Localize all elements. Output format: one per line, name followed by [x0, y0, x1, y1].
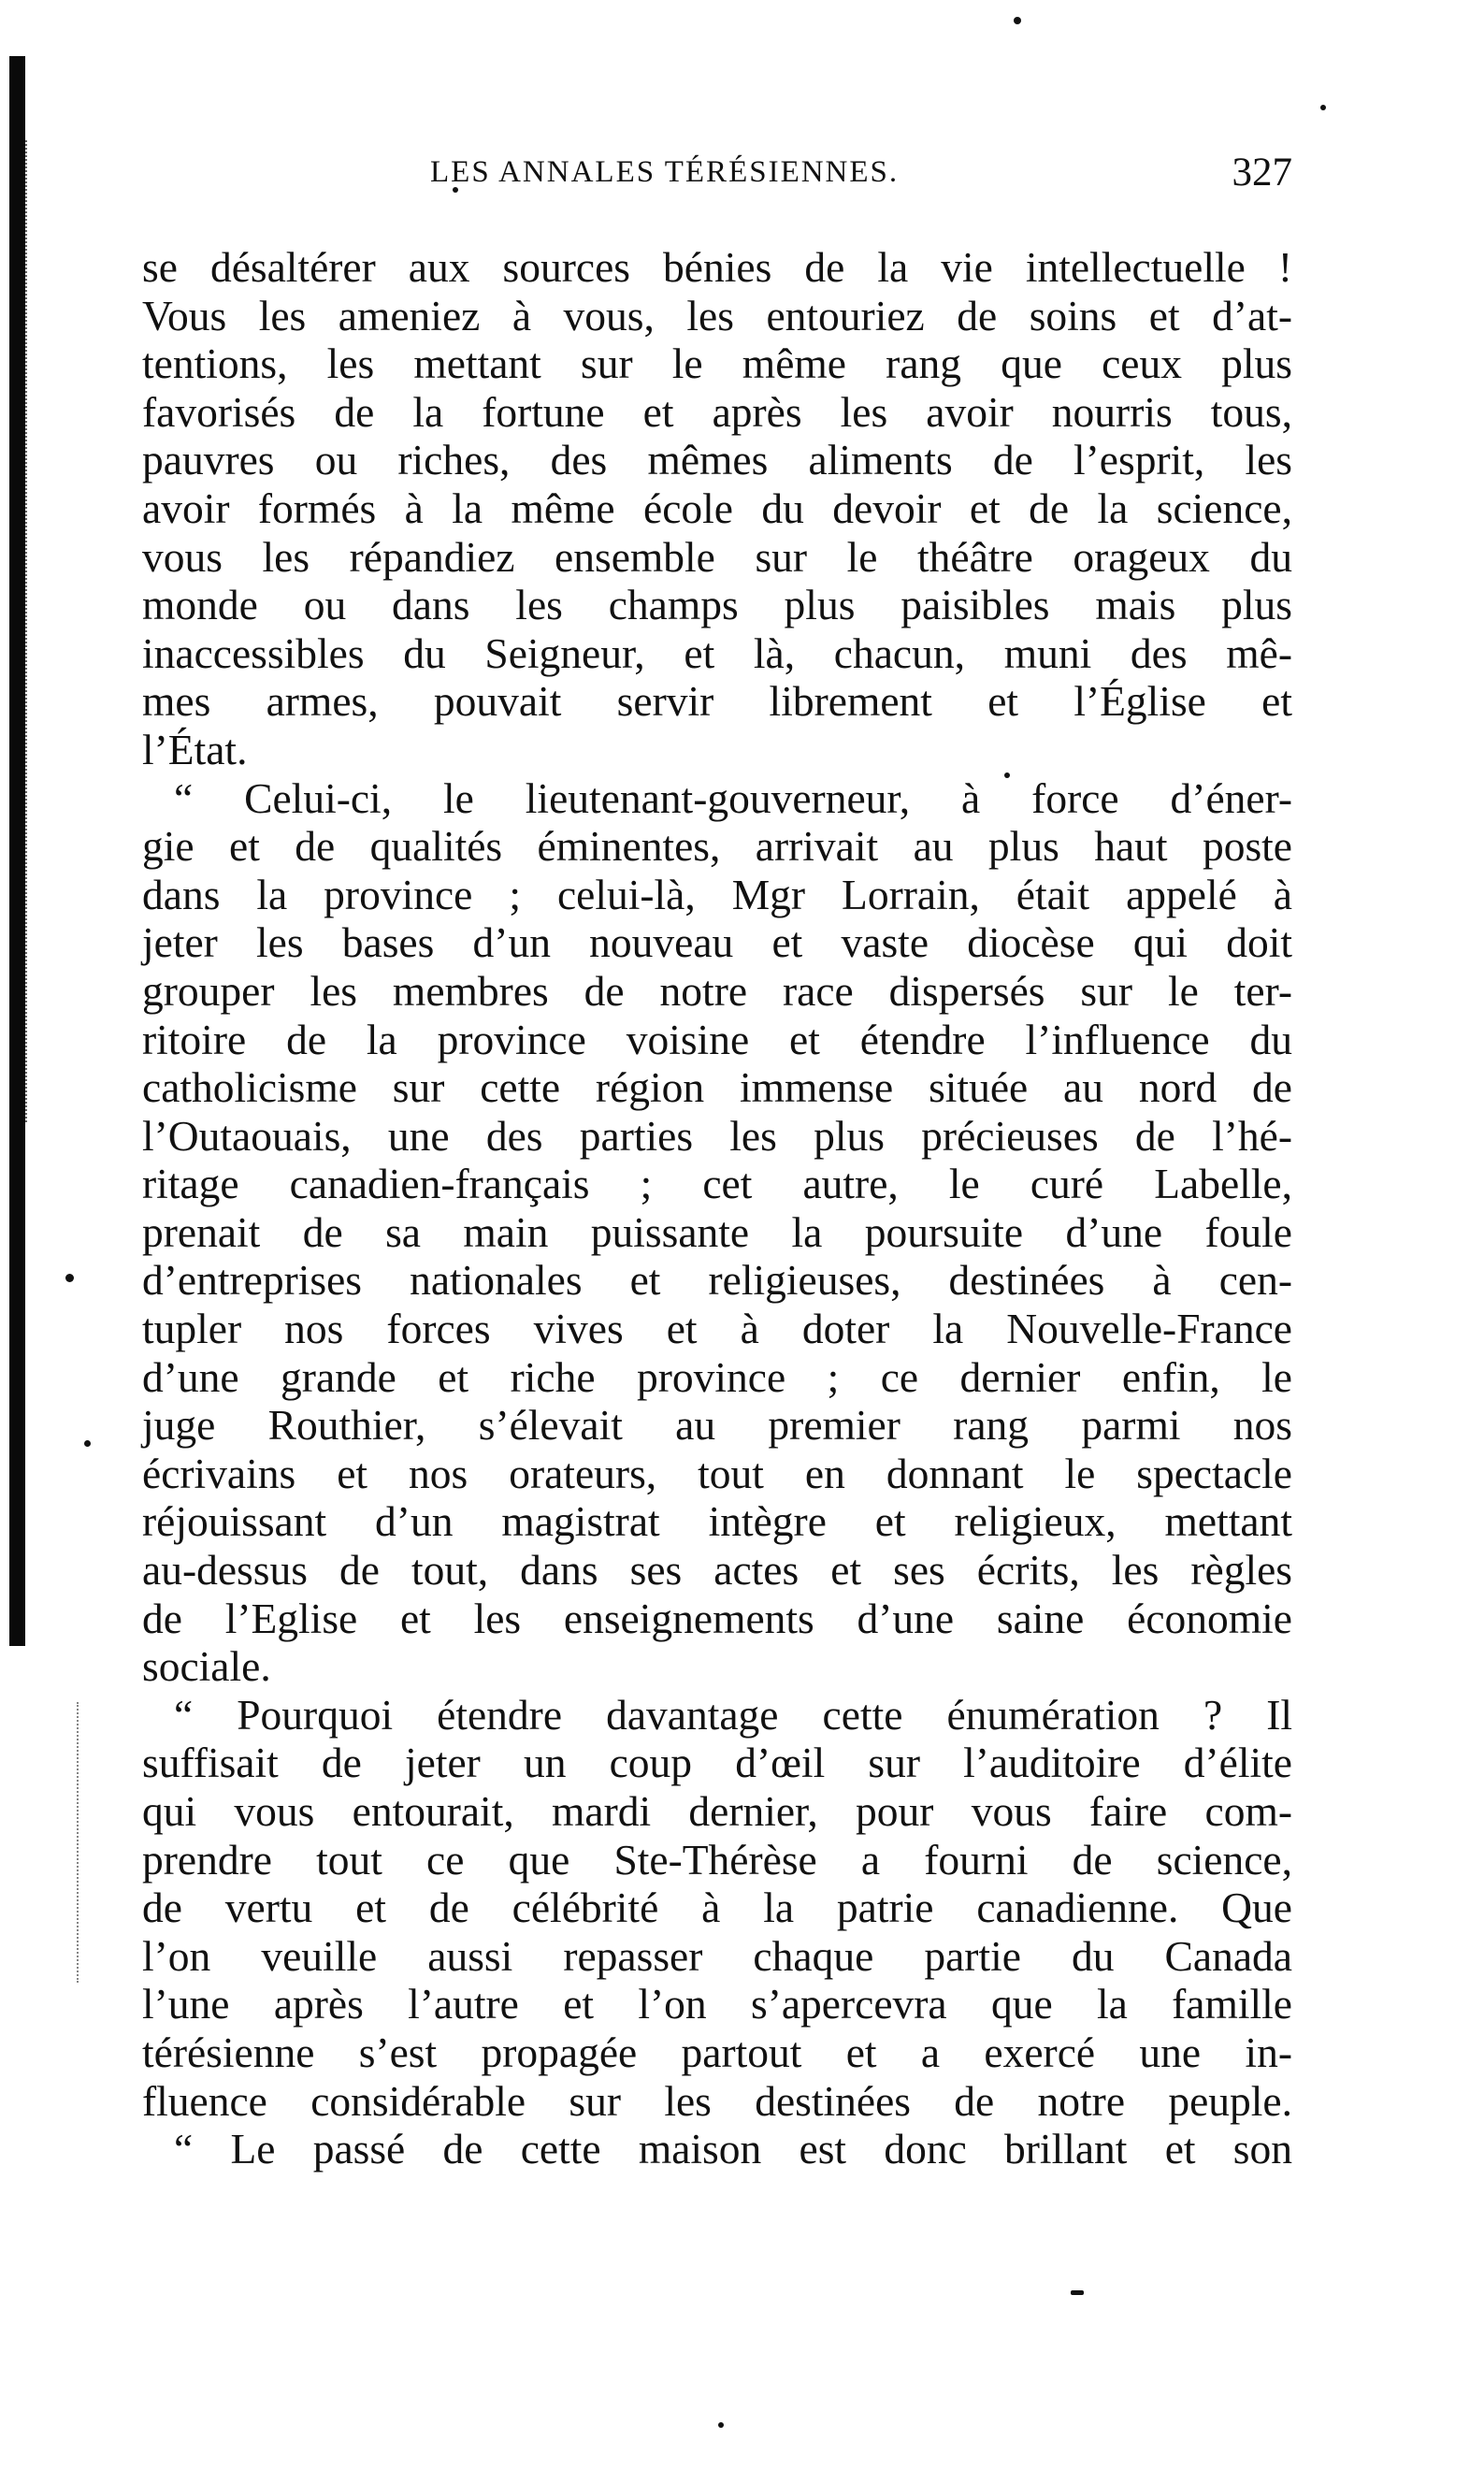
text-line: au-dessus de tout, dans ses actes et ses écrits, les règles [142, 1546, 1292, 1595]
text-line: tupler nos forces vives et à doter la Nouvelle-France [142, 1305, 1292, 1353]
text-line: dans la province ; celui-là, Mgr Lorrain, était appelé à [142, 870, 1292, 918]
text-line: “ Le passé de cette maison est donc brillant et son [174, 2125, 1292, 2173]
text-line: prenait de sa main puissante la poursuite d’une foule [142, 1207, 1292, 1256]
text-line: tentions, les mettant sur le même rang que ceux plus [142, 339, 1292, 388]
text-line: avoir formés à la même école du devoir et de la science, [142, 484, 1292, 532]
text-line: inaccessibles du Seigneur, et là, chacun, muni des mê- [142, 628, 1292, 677]
text-line: prendre tout ce que Ste-Thérèse a fourni de science, [142, 1835, 1292, 1884]
text-line: de l’Eglise et les enseignements d’une saine économie [142, 1594, 1292, 1642]
ink-speck [84, 1440, 91, 1447]
text-line: térésienne s’est propagée partout et a exercé une in- [142, 2028, 1292, 2076]
text-line: d’entreprises nationales et religieuses, destinées à cen- [142, 1256, 1292, 1305]
text-line: sociale. [142, 1642, 271, 1691]
text-line: l’on veuille aussi repasser chaque partie du Canada [142, 1931, 1292, 1980]
text-line: suffisait de jeter un coup d’œil sur l’auditoire d’élite [142, 1739, 1292, 1787]
text-line: l’État. [142, 725, 248, 773]
text-line: réjouissant d’un magistrat intègre et religieux, mettant [142, 1497, 1292, 1546]
text-line: l’une après l’autre et l’on s’apercevra que la famille [142, 1980, 1292, 2028]
text-line: catholicisme sur cette région immense située au nord de [142, 1063, 1292, 1112]
ink-speck [1014, 17, 1021, 24]
text-line: gie et de qualités éminentes, arrivait au plus haut poste [142, 822, 1292, 871]
text-line: fluence considérable sur les destinées de notre peuple. [142, 2076, 1292, 2125]
text-line: l’Outaouais, une des parties les plus précieuses de l’hé- [142, 1111, 1292, 1160]
binding-marks-lower [77, 1702, 80, 1983]
text-line: écrivains et nos orateurs, tout en donnant le spectacle [142, 1449, 1292, 1497]
text-line: de vertu et de célébrité à la patrie canadienne. Que [142, 1884, 1292, 1932]
text-line: juge Routhier, s’élevait au premier rang parmi nos [142, 1401, 1292, 1450]
text-line: “ Celui-ci, le lieutenant-gouverneur, à force d’éner- [174, 773, 1292, 822]
page-body [142, 243, 1292, 2173]
text-line: Vous les ameniez à vous, les entouriez de soins et d’at- [142, 291, 1292, 339]
text-line: qui vous entourait, mardi dernier, pour vous faire com- [142, 1787, 1292, 1835]
text-line: monde ou dans les champs plus paisibles mais plus [142, 581, 1292, 629]
ink-speck [718, 2422, 724, 2428]
binding-marks [25, 140, 33, 1122]
text-line: “ Pourquoi étendre davantage cette énumération ? Il [174, 1690, 1292, 1739]
text-line: ritoire de la province voisine et étendre l’influence du [142, 1015, 1292, 1063]
ink-speck [1320, 105, 1326, 110]
ink-speck [1071, 2290, 1084, 2295]
page-number: 327 [1232, 151, 1292, 195]
text-line: d’une grande et riche province ; ce dernier enfin, le [142, 1352, 1292, 1401]
text-line: se désaltérer aux sources bénies de la vie intellectuelle ! [142, 243, 1292, 291]
binding-edge-shadow [9, 56, 25, 1646]
text-line: jeter les bases d’un nouveau et vaste diocèse qui doit [142, 918, 1292, 967]
text-line: favorisés de la fortune et après les avoir nourris tous, [142, 387, 1292, 436]
text-line: mes armes, pouvait servir librement et l’Église et [142, 677, 1292, 726]
text-line: vous les répandiez ensemble sur le théâtre orageux du [142, 532, 1292, 581]
text-line: ritage canadien-français ; cet autre, le curé Labelle, [142, 1160, 1292, 1208]
running-title: LES ANNALES TÉRÉSIENNES. [430, 155, 900, 189]
running-head [150, 151, 1292, 202]
ink-speck [65, 1274, 74, 1282]
text-line: grouper les membres de notre race dispersés sur le ter- [142, 966, 1292, 1015]
text-line: pauvres ou riches, des mêmes aliments de l’esprit, les [142, 436, 1292, 484]
